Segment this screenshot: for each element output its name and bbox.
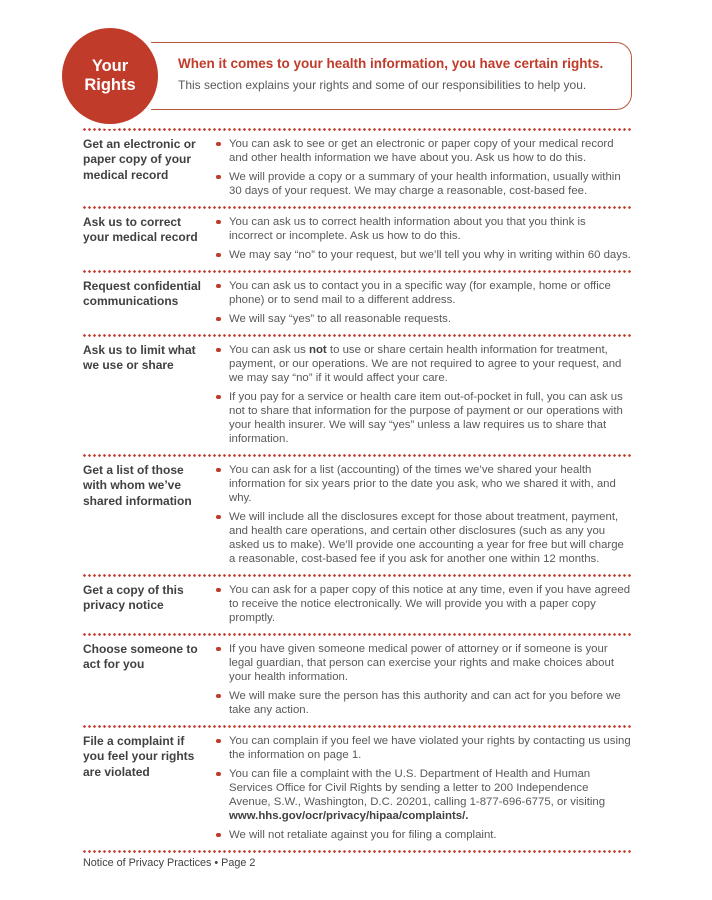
- right-bullets: [215, 642, 632, 717]
- bullet-item: [215, 390, 632, 446]
- bullet-item: [215, 734, 632, 762]
- bullet-icon: [216, 588, 221, 593]
- bullet-text: You can ask us to contact you in a specific way (for example, home or office phone) or to send mail to a different address.: [229, 280, 611, 306]
- bullet-text: We will not retaliate against you for filing a complaint.: [229, 829, 497, 841]
- bullet-item: [215, 248, 632, 262]
- bullet-item: [215, 767, 632, 823]
- bullet-icon: [216, 175, 221, 180]
- your-rights-badge: [62, 28, 158, 124]
- bullet-text: You can ask for a list (accounting) of the times we’ve shared your health information for six years prior to the date you ask, who we shared it with, and why.: [229, 464, 616, 504]
- bullet-icon: [216, 348, 221, 353]
- bullet-icon: [216, 317, 221, 322]
- bullet-item: [215, 583, 632, 625]
- rights-row: [83, 131, 632, 206]
- bullet-icon: [216, 284, 221, 289]
- right-label: Get a list of those with whom we’ve shared information: [83, 463, 192, 508]
- bullet-text: If you have given someone medical power of attorney or if someone is your legal guardian, that person can exercise your rights and make choices about your health information.: [229, 643, 614, 683]
- bullet-item: [215, 137, 632, 165]
- bullet-item: [215, 689, 632, 717]
- bullet-item: [215, 828, 632, 842]
- badge-line1: Your: [91, 56, 129, 75]
- rights-table: [83, 128, 632, 853]
- bullet-text: You can file a complaint with the U.S. Department of Health and Human Services Office for Civil Rights by sending a letter to 200 Independence Avenue, S.W., Washington, D.C. 20201, calling 1-877-696-6775, or visiting www.hhs.gov/ocr/privacy/hipaa/complaints/.: [229, 768, 606, 822]
- bullet-icon: [216, 833, 221, 838]
- right-bullets: [215, 279, 632, 326]
- bullet-item: [215, 312, 632, 326]
- bullet-icon: [216, 647, 221, 652]
- bullet-item: [215, 279, 632, 307]
- bullet-text: We will say “yes” to all reasonable requests.: [229, 313, 452, 325]
- right-label: File a complaint if you feel your rights are violated: [83, 734, 195, 779]
- bullet-icon: [216, 395, 221, 400]
- bullet-icon: [216, 220, 221, 225]
- rights-row: [83, 337, 632, 454]
- bullet-text: You can ask for a paper copy of this notice at any time, even if you have agreed to receive the notice electronically. We will provide you with a paper copy promptly.: [229, 584, 631, 624]
- right-bullets: [215, 137, 632, 198]
- bullet-item: [215, 510, 632, 566]
- bullet-icon: [216, 694, 221, 699]
- bullet-text: We may say “no” to your request, but we’ll tell you why in writing within 60 days.: [229, 249, 631, 261]
- bullet-icon: [216, 739, 221, 744]
- rights-row: [83, 209, 632, 270]
- bullet-item: [215, 463, 632, 505]
- dotted-separator: [83, 850, 632, 853]
- right-bullets: [215, 463, 632, 566]
- right-label: Ask us to limit what we use or share: [83, 343, 196, 373]
- header-text: [178, 56, 623, 93]
- bullet-text: You can ask us to correct health information about you that you think is incorrect or incomplete. Ask us how to do this.: [229, 216, 586, 242]
- header-title: When it comes to your health information, you have certain rights.: [178, 56, 604, 71]
- bullet-text: We will provide a copy or a summary of your health information, usually within 30 days of your request. We may charge a reasonable, cost-based fee.: [229, 171, 621, 197]
- rights-row: [83, 273, 632, 334]
- bullet-text: You can ask to see or get an electronic or paper copy of your medical record and other health information we have about you. Ask us how to do this.: [229, 138, 614, 164]
- bullet-text: If you pay for a service or health care item out-of-pocket in full, you can ask us not to share that information for the purpose of payment or our operations with your health insurer. We will say “yes” unless a law requires us to share that information.: [229, 391, 623, 445]
- right-label: Ask us to correct your medical record: [83, 215, 198, 245]
- bullet-text: We will make sure the person has this authority and can act for you before we take any action.: [229, 690, 621, 716]
- right-bullets: [215, 343, 632, 446]
- bullet-text: You can complain if you feel we have violated your rights by contacting us using the information on page 1.: [229, 735, 631, 761]
- bullet-item: [215, 215, 632, 243]
- rights-row: [83, 577, 632, 633]
- page-footer: Notice of Privacy Practices • Page 2: [83, 857, 256, 869]
- bullet-text: We will include all the disclosures except for those about treatment, payment, and health care operations, and certain other disclosures (such as any you asked us to make). We’ll provide one accounting a year for free but will charge a reasonable, cost-based fee if you ask for another one within 12 months.: [229, 511, 624, 565]
- badge-line2: Rights: [84, 76, 136, 94]
- bullet-item: [215, 343, 632, 385]
- bullet-icon: [216, 253, 221, 258]
- header-subtitle: This section explains your rights and some of our responsibilities to help you.: [178, 77, 587, 92]
- right-label: Get an electronic or paper copy of your medical record: [83, 137, 196, 182]
- rights-row: [83, 728, 632, 850]
- right-label: Choose someone to act for you: [83, 642, 198, 672]
- right-bullets: [215, 583, 632, 625]
- right-label: Request confidential communications: [83, 279, 202, 309]
- bullet-icon: [216, 468, 221, 473]
- rights-row: [83, 457, 632, 574]
- bullet-icon: [216, 772, 221, 777]
- right-label: Get a copy of this privacy notice: [83, 583, 184, 613]
- bullet-item: [215, 642, 632, 684]
- bullet-item: [215, 170, 632, 198]
- bullet-icon: [216, 515, 221, 520]
- rights-row: [83, 636, 632, 725]
- bullet-text: You can ask us not to use or share certain health information for treatment, payment, or our operations. We are not required to agree to your request, and we may say “no” if it would affect your care.: [229, 344, 622, 384]
- bullet-icon: [216, 142, 221, 147]
- right-bullets: [215, 215, 632, 262]
- right-bullets: [215, 734, 632, 842]
